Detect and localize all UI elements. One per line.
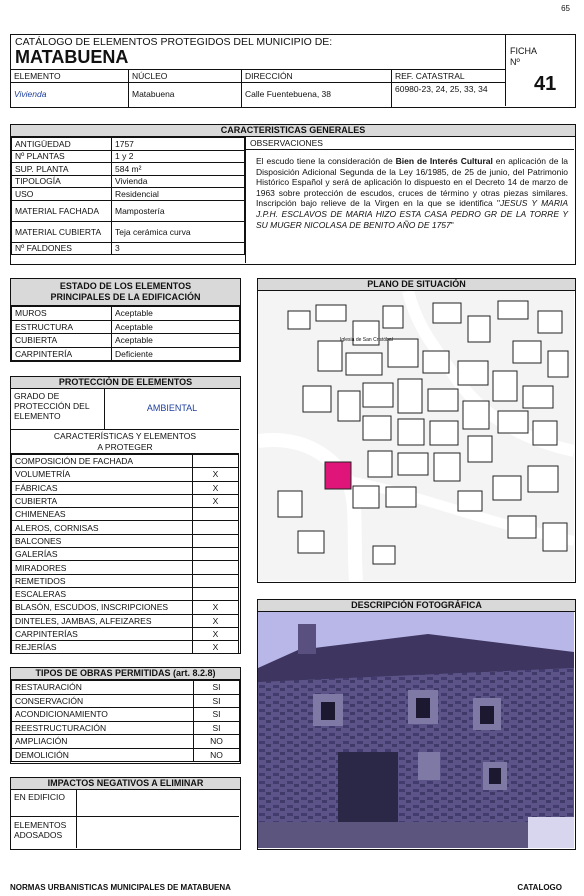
proteccion-item-value	[193, 455, 239, 468]
foto-section	[257, 599, 576, 850]
col-nucleo	[129, 70, 242, 107]
estado-row-value: Deficiente	[112, 347, 240, 361]
obras-title: TIPOS DE OBRAS PERMITIDAS (art. 8.2.8)	[11, 668, 240, 680]
estado-row-label: ESTRUCTURA	[12, 320, 112, 334]
general-row-value: Teja cerámica curva	[112, 221, 245, 242]
estado-row-label: CARPINTERÍA	[12, 347, 112, 361]
proteccion-item	[12, 641, 239, 654]
general-characteristics	[10, 124, 576, 265]
obra-row	[12, 748, 240, 762]
general-row	[12, 150, 245, 163]
ficha-box	[505, 35, 575, 106]
col-direccion	[242, 70, 392, 107]
obra-row-value: NO	[194, 748, 240, 762]
ficha-no-label: Nº	[510, 57, 520, 67]
proteccion-item-value: X	[193, 641, 239, 654]
proteccion-item	[12, 601, 239, 614]
proteccion-item	[12, 614, 239, 627]
proteccion-item-value	[193, 587, 239, 600]
estado-section	[10, 278, 241, 362]
estado-row-value: Aceptable	[112, 320, 240, 334]
general-table	[11, 137, 245, 255]
proteccion-item-label: CUBIERTA	[12, 494, 193, 507]
proteccion-item	[12, 561, 239, 574]
proteccion-item-label: VOLUMETRÍA	[12, 468, 193, 481]
obra-row-value: SI	[194, 694, 240, 708]
col-nucleo-value: Matabuena	[132, 89, 175, 99]
grado-row	[11, 389, 239, 430]
general-row-value: 3	[112, 242, 245, 255]
col-elemento-value: Vivienda	[14, 89, 47, 99]
proteccion-items	[11, 454, 239, 654]
estado-row	[12, 320, 240, 334]
general-row	[12, 200, 245, 221]
proteccion-item-value	[193, 574, 239, 587]
estado-row-value: Aceptable	[112, 307, 240, 321]
proteccion-item-label: FÁBRICAS	[12, 481, 193, 494]
plano-section	[257, 278, 576, 583]
obra-row	[12, 721, 240, 735]
obra-row	[12, 681, 240, 695]
proteccion-item-label: BLASÓN, ESCUDOS, INSCRIPCIONES	[12, 601, 193, 614]
estado-row	[12, 334, 240, 348]
obra-row-label: ACONDICIONAMIENTO	[12, 708, 194, 722]
proteccion-item-label: REMETIDOS	[12, 574, 193, 587]
caracteristicas-title: CARACTERÍSTICAS Y ELEMENTOS A PROTEGER	[11, 430, 239, 454]
estado-row-value: Aceptable	[112, 334, 240, 348]
footer-right: CATALOGO	[517, 883, 562, 892]
col-elemento-label: ELEMENTO	[11, 70, 128, 83]
impacto-row-edificio	[11, 790, 239, 817]
header-columns	[11, 69, 505, 106]
obra-row-value: NO	[194, 735, 240, 749]
situation-map	[258, 291, 574, 581]
proteccion-item-label: COMPOSICIÓN DE FACHADA	[12, 455, 193, 468]
ficha-number: 41	[534, 73, 557, 95]
catalog-header	[10, 34, 576, 108]
proteccion-item-value: X	[193, 494, 239, 507]
obra-row	[12, 694, 240, 708]
impacto-row-adosados	[11, 817, 239, 848]
proteccion-item	[12, 468, 239, 481]
observaciones-text: El escudo tiene la consideración de Bien de Interés Cultural en aplicación de la Disposición Adicional Segunda de la Ley 16/1985, de 25 de junio, del Patrimonio Histórico Español y será de aplicación lo dispuesto en el Decreto 14 de marzo de 1963 sobre protección de escudos, cruces de término y otras piezas similares. Inscripción bajo relieve de la Virgen en la que se identifica "JESUS Y MARIA J.P.H. ESCLAVOS DE MARIA HIZO ESTA CASA PEDRO GR DE LA TORRE Y SU MUGER NICOLASA DE BENITO AÑO DE 1757"	[256, 156, 569, 230]
col-ref-catastral	[392, 70, 505, 107]
observaciones-label: OBSERVACIONES	[246, 137, 574, 150]
general-row-label: Nº PLANTAS	[12, 150, 112, 163]
col-direccion-label: DIRECCIÓN	[242, 70, 391, 83]
col-ref-value: 60980-23, 24, 25, 33, 34	[395, 84, 488, 94]
proteccion-item-label: CARPINTERÍAS	[12, 627, 193, 640]
proteccion-item-label: REJERÍAS	[12, 641, 193, 654]
proteccion-item-value	[193, 534, 239, 547]
ficha-label: FICHA	[510, 46, 537, 56]
proteccion-item	[12, 534, 239, 547]
general-row	[12, 188, 245, 201]
footer-left: NORMAS URBANISTICAS MUNICIPALES DE MATABUENA	[10, 883, 231, 892]
proteccion-item-value: X	[193, 468, 239, 481]
page-number: 65	[561, 4, 570, 13]
general-row	[12, 175, 245, 188]
proteccion-item	[12, 627, 239, 640]
general-row-label: Nº FALDONES	[12, 242, 112, 255]
highlighted-parcel	[325, 462, 351, 489]
proteccion-item-value: X	[193, 481, 239, 494]
map-label: Iglesia de San Cristóbal	[340, 337, 393, 343]
obras-section	[10, 667, 241, 764]
municipality-name: MATABUENA	[15, 47, 129, 67]
general-row-label: USO	[12, 188, 112, 201]
proteccion-title: PROTECCIÓN DE ELEMENTOS	[11, 377, 240, 389]
general-row-value: Mampostería	[112, 200, 245, 221]
general-row-label: ANTIGÜEDAD	[12, 138, 112, 151]
estado-row-label: MUROS	[12, 307, 112, 321]
general-row-value: Vivienda	[112, 175, 245, 188]
proteccion-item-label: ESCALERAS	[12, 587, 193, 600]
general-row-value: 1 y 2	[112, 150, 245, 163]
proteccion-section	[10, 376, 241, 654]
obra-row-label: CONSERVACIÓN	[12, 694, 194, 708]
obra-row-label: AMPLIACIÓN	[12, 735, 194, 749]
proteccion-item	[12, 481, 239, 494]
general-row-label: MATERIAL FACHADA	[12, 200, 112, 221]
general-row-value: Residencial	[112, 188, 245, 201]
estado-title: ESTADO DE LOS ELEMENTOS PRINCIPALES DE LA EDIFICACIÓN	[11, 279, 240, 306]
proteccion-item-label: CHIMENEAS	[12, 508, 193, 521]
col-elemento	[11, 70, 129, 107]
proteccion-item-label: DINTELES, JAMBAS, ALFEIZARES	[12, 614, 193, 627]
col-ref-label: REF. CATASTRAL	[392, 70, 505, 83]
obra-row-label: RESTAURACIÓN	[12, 681, 194, 695]
general-title: CARACTERISTICAS GENERALES	[11, 125, 575, 137]
estado-row	[12, 347, 240, 361]
building-photo	[258, 612, 574, 848]
proteccion-item-value	[193, 548, 239, 561]
grado-value: AMBIENTAL	[146, 403, 198, 413]
impacto-label-adosados: ELEMENTOS ADOSADOS	[11, 817, 77, 848]
col-direccion-value: Calle Fuentebuena, 38	[245, 89, 332, 99]
obra-row	[12, 708, 240, 722]
proteccion-item-label: ALEROS, CORNISAS	[12, 521, 193, 534]
general-row-label: TIPOLOGÍA	[12, 175, 112, 188]
catalog-title: CATÁLOGO DE ELEMENTOS PROTEGIDOS DEL MUNICIPIO DE:	[15, 36, 333, 48]
grado-label: GRADO DE PROTECCIÓN DEL ELEMENTO	[11, 389, 105, 430]
proteccion-item	[12, 494, 239, 507]
proteccion-item-label: MIRADORES	[12, 561, 193, 574]
observaciones	[245, 137, 574, 263]
proteccion-item-value: X	[193, 601, 239, 614]
proteccion-item	[12, 508, 239, 521]
general-row	[12, 242, 245, 255]
proteccion-item-label: BALCONES	[12, 534, 193, 547]
obra-row	[12, 735, 240, 749]
general-row	[12, 221, 245, 242]
proteccion-item	[12, 521, 239, 534]
proteccion-item	[12, 548, 239, 561]
general-row-value: 584 m²	[112, 163, 245, 176]
impactos-title: IMPACTOS NEGATIVOS A ELIMINAR	[11, 778, 240, 790]
general-row-label: MATERIAL CUBIERTA	[12, 221, 112, 242]
proteccion-item-value	[193, 561, 239, 574]
obra-row-value: SI	[194, 721, 240, 735]
col-nucleo-label: NÚCLEO	[129, 70, 241, 83]
estado-row-label: CUBIERTA	[12, 334, 112, 348]
obra-row-value: SI	[194, 681, 240, 695]
proteccion-item-value	[193, 521, 239, 534]
obra-row-label: DEMOLICIÓN	[12, 748, 194, 762]
plano-title: PLANO DE SITUACIÓN	[258, 279, 575, 291]
proteccion-item	[12, 574, 239, 587]
general-row-label: SUP. PLANTA	[12, 163, 112, 176]
proteccion-item-label: GALERÍAS	[12, 548, 193, 561]
general-row	[12, 163, 245, 176]
general-row	[12, 138, 245, 151]
general-row-value: 1757	[112, 138, 245, 151]
proteccion-item	[12, 587, 239, 600]
foto-title: DESCRIPCIÓN FOTOGRÁFICA	[258, 600, 575, 612]
obra-row-value: SI	[194, 708, 240, 722]
proteccion-item-value: X	[193, 614, 239, 627]
impacto-label-edificio: EN EDIFICIO	[11, 790, 77, 817]
proteccion-item	[12, 455, 239, 468]
proteccion-item-value: X	[193, 627, 239, 640]
impactos-section	[10, 777, 241, 850]
proteccion-item-value	[193, 508, 239, 521]
obra-row-label: REESTRUCTURACIÓN	[12, 721, 194, 735]
estado-row	[12, 307, 240, 321]
